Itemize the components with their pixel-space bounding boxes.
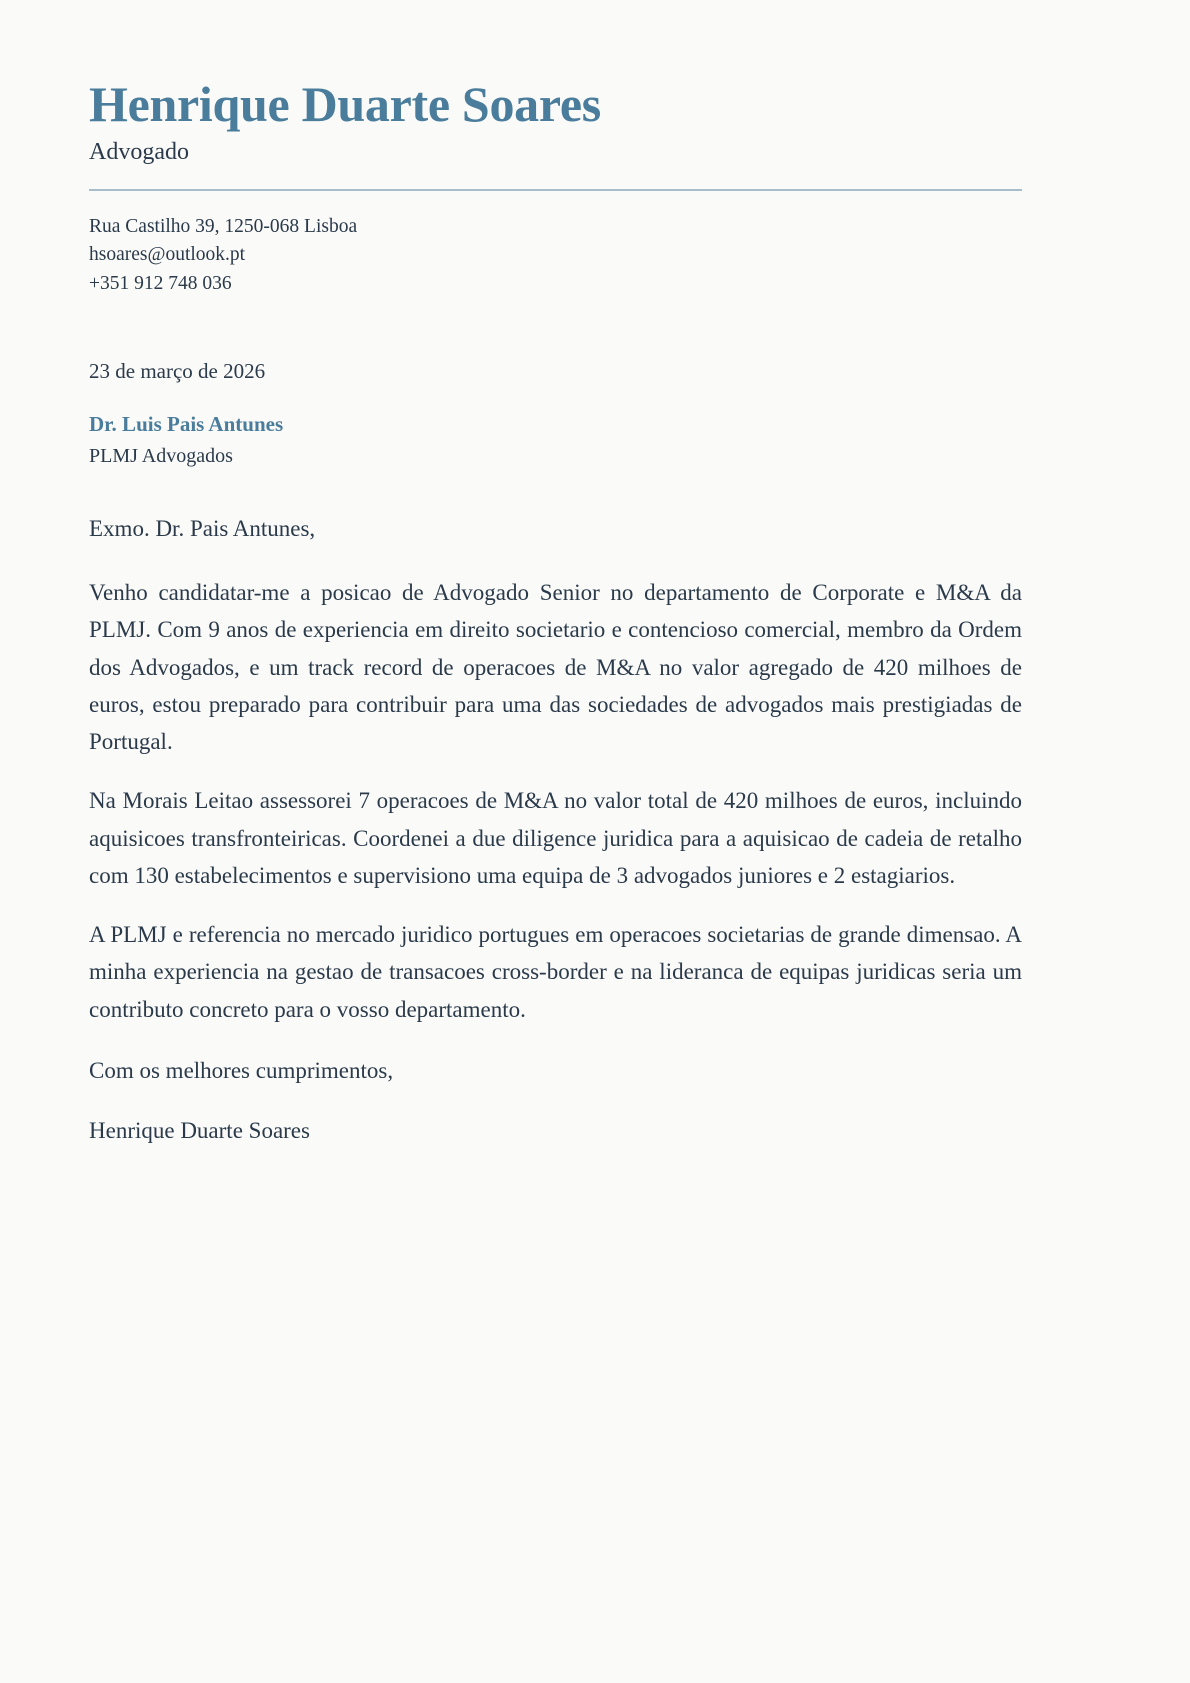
closing-line: Com os melhores cumprimentos, [89,1057,394,1083]
body-paragraph: A PLMJ e referencia no mercado juridico portugues em operacoes societarias de grande dimensao. A minha experiencia na gestao de transacoes cross-border e na lideranca de equipas juridicas seria um contributo concreto para o vosso departamento. [89,922,1022,1022]
body-paragraph: Venho candidatar-me a posicao de Advogado Senior no departamento de Corporate e M&A da PLMJ. Com 9 anos de experiencia em direito societario e contencioso comercial, membro da Ordem dos Advogados, e um track record de operacoes de M&A no valor agregado de 420 milhoes de euros, estou preparado para contribuir para uma das sociedades de advogados mais prestigiadas de Portugal. [89,580,1022,754]
salutation: Exmo. Dr. Pais Antunes, [89,515,316,541]
signature-name: Henrique Duarte Soares [89,1118,310,1144]
recipient-organization: PLMJ Advogados [89,444,233,467]
contact-email[interactable]: hsoares@outlook.pt [89,244,246,266]
page-title: Henrique Duarte Soares [89,76,601,132]
letter-date: 23 de março de 2026 [89,358,266,383]
contact-block [89,213,1022,299]
header-divider [89,189,1022,191]
recipient-name: Dr. Luis Pais Antunes [89,412,284,437]
contact-address: Rua Castilho 39, 1250-068 Lisboa [89,215,358,237]
contact-phone[interactable]: +351 912 748 036 [89,273,232,295]
job-title: Advogado [89,139,189,165]
body-paragraph: Na Morais Leitao assessorei 7 operacoes de M&A no valor total de 420 milhoes de euros, incluindo aquisicoes transfronteiricas. Coordenei a due diligence juridica para a aquisicao de cadeia de retalho com 130 estabelecimentos e supervisiono uma equipa de 3 advogados juniores e 2 estagiarios. [89,788,1022,888]
